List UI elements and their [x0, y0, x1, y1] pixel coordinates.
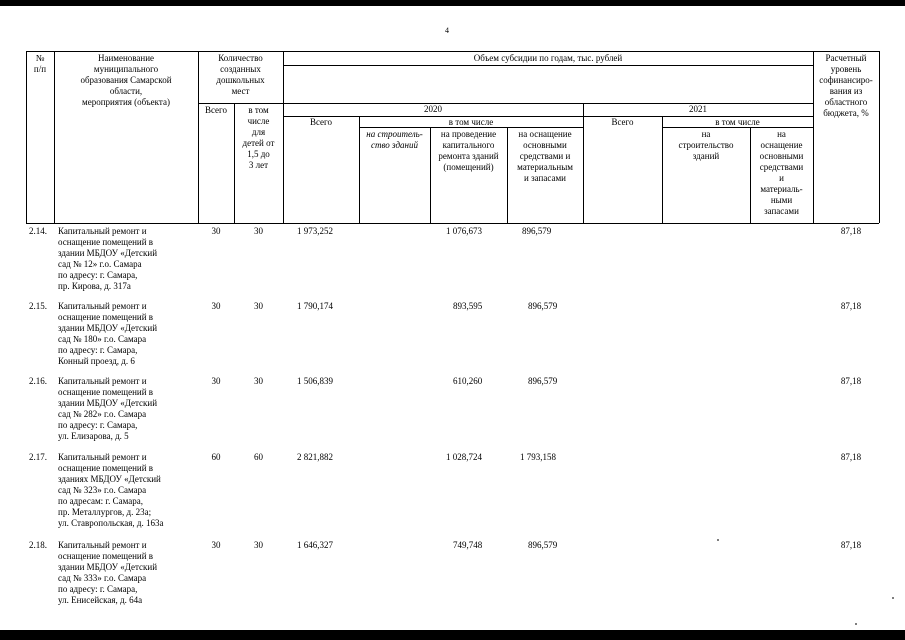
row-places-young: 30: [254, 226, 263, 236]
row-num: 2.16.: [29, 376, 47, 386]
header-2021-total: Всего: [611, 117, 634, 127]
row-repair-2020: 610,260: [453, 376, 483, 386]
row-places-young: 60: [254, 452, 263, 462]
page-number: 4: [445, 26, 449, 35]
row-repair-2020: 749,748: [453, 540, 483, 550]
row-name: Капитальный ремонт и оснащение помещений в здании МБДОУ «Детский сад № 12» г.о. Самара по адресу: г. Самара, пр. Кирова, д. 317а: [58, 226, 158, 291]
row-places-total: 30: [211, 540, 221, 550]
row-num: 2.14.: [29, 226, 47, 236]
row-name: Капитальный ремонт и оснащение помещений в здании МБДОУ «Детский сад № 180» г.о. Самара по адресу: г. Самара, Конный проезд, д. 6: [58, 301, 158, 366]
row-places-total: 30: [211, 226, 221, 236]
row-equip-2020: 1 793,158: [520, 452, 556, 462]
row-places-total: 60: [211, 452, 221, 462]
header-2020-total: Всего: [309, 117, 333, 127]
header-places-young: в том числе для детей от 1,5 до 3 лет: [242, 105, 275, 170]
row-equip-2020: 896,579: [522, 226, 552, 236]
bottom-scan-border: [0, 630, 905, 640]
header-2020-equip: на оснащение основными средствами и материальным и запасами: [517, 129, 573, 183]
row-total-2020: 1 506,839: [297, 376, 333, 386]
row-rate: 87,18: [840, 452, 862, 462]
header-num: № п/п: [33, 53, 47, 74]
row-num: 2.17.: [29, 452, 47, 462]
row-rate: 87,18: [840, 301, 862, 311]
row-rate: 87,18: [840, 376, 862, 386]
header-name: Наименование муниципального образования Самарской области, мероприятия (объекта): [80, 53, 172, 107]
row-equip-2020: 896,579: [528, 301, 558, 311]
header-subsidy: Объем субсидии по годам, тыс. рублей: [473, 53, 623, 63]
row-places-young: 30: [254, 376, 263, 386]
scan-speck: [855, 623, 857, 625]
row-places-young: 30: [254, 540, 263, 550]
row-places-young: 30: [254, 301, 263, 311]
row-repair-2020: 1 076,673: [446, 226, 482, 236]
header-places: Количество созданных дошкольных мест: [216, 53, 265, 96]
scan-speck: [717, 539, 719, 541]
row-places-total: 30: [211, 301, 221, 311]
row-name: Капитальный ремонт и оснащение помещений в здании МБДОУ «Детский сад № 282» г.о. Самара по адресу: г. Самара, ул. Елизарова, д. 5: [58, 376, 158, 441]
row-repair-2020: 1 028,724: [446, 452, 482, 462]
header-year-2021: 2021: [689, 104, 707, 114]
row-num: 2.15.: [29, 301, 47, 311]
row-total-2020: 1 973,252: [297, 226, 333, 236]
row-equip-2020: 896,579: [528, 540, 558, 550]
row-total-2020: 2 821,882: [297, 452, 333, 462]
header-rate: Расчетный уровень софинансиро- вания из областного бюджета, %: [819, 53, 873, 118]
row-total-2020: 1 790,174: [297, 301, 333, 311]
row-name: Капитальный ремонт и оснащение помещений в зданиях МБДОУ «Детский сад № 323» г.о. Самара по адресам: г. Самара, пр. Металлургов, д. 23а; ул. Ставропольская, д. 163а: [58, 452, 164, 528]
header-places-total: Всего: [204, 105, 228, 115]
header-2021-equip: на оснащение основными средствами и материаль- ными запасами: [759, 129, 804, 216]
scan-speck: [892, 597, 894, 599]
row-repair-2020: 893,595: [453, 301, 483, 311]
header-2020-incl: в том числе: [448, 117, 494, 127]
row-places-total: 30: [211, 376, 221, 386]
row-num: 2.18.: [29, 540, 47, 550]
header-year-2020: 2020: [424, 104, 442, 114]
row-rate: 87,18: [840, 540, 862, 550]
header-2020-repair: на проведение капитального ремонта зданий (помещений): [438, 129, 499, 172]
header-2021-incl: в том числе: [715, 117, 760, 127]
header-2020-build: на строитель- ство зданий: [366, 129, 423, 150]
row-rate: 87,18: [840, 226, 862, 236]
header-2021-build: на строительство зданий: [678, 129, 734, 161]
row-total-2020: 1 646,327: [297, 540, 333, 550]
row-name: Капитальный ремонт и оснащение помещений в здании МБДОУ «Детский сад № 333» г.о. Самара по адресу: г. Самара, ул. Енисейская, д. 64а: [58, 540, 158, 605]
top-scan-border: [0, 0, 905, 6]
row-equip-2020: 896,579: [528, 376, 558, 386]
